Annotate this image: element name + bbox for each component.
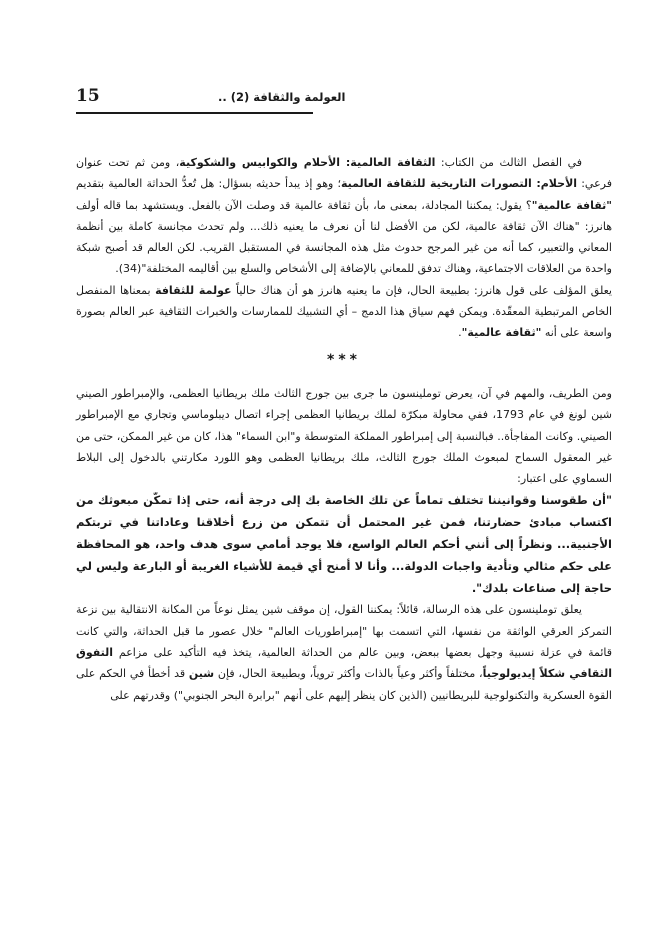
para1-bold-chapter-title: الثقافة العالمية: الأحلام والكوابيس والشكوكية xyxy=(179,156,436,169)
para1-bold-global-culture: "ثقافة عالمية" xyxy=(531,198,612,212)
para4-text-3: قد أخطأ في الحكم على القوة العسكرية والتكنولوجية للبريطانيين (الذين كان ينظر إليهم على أنهم "برابرة البحر الجنوبي") وقدرتهم على xyxy=(76,667,612,702)
page-number: 15 xyxy=(76,86,100,106)
section-separator: *** xyxy=(327,351,361,368)
header-rule xyxy=(76,112,313,114)
running-title: العولمة والثقافة (2) .. xyxy=(218,90,346,104)
paragraph-3: ومن الطريف، والمهم في آن، يعرض توملينسون ما جرى بين جورج الثالث ملك بريطانيا العظمى، والإمبراطور الصيني شين لونغ في عام 1793، ففي محاولة مبكرّة لملك بريطانيا العظمى إجراء اتصال ديبلوماسي وتجاري مع الإمبراطور الصيني. وكانت المفاجأة.. فبالنسبة إلى إمبراطور المملكة المتوسطة و"ابن السماء" هذا، كان من غير الممكن، حتى من غير المعقول السماح لمبعوث الملك جورج الثالث، ملك بريطانيا العظمى وهو اللورد مكارتني بالدخول إلى البلاط السماوي على اعتبار: xyxy=(76,386,612,486)
para2-bold-global-culture: "ثقافة عالمية" xyxy=(461,326,542,340)
para1-text-4: ؟ يقول: يمكننا المجادلة، بمعنى ما، بأن ثقافة عالمية قد وصلت الآن بالفعل. ويستشهد بما قاله أولف هانرز: "هناك الآن ثقافة عالمية، لكن من الأفضل لنا أن نعرف ما يعنيه ذلك... ولم تحدث مجانسة كاملة بين أنظمة المعاني والتعبير، كما أنه من غير المرجح حدوث مثل هذه المجانسة في المستقبل القريب. لكن العالم قد أصبح شبكة واحدة من العلاقات الاجتماعية، وهناك تدفق للمعاني بالإضافة إلى الأشخاص والسلع بين أقاليمه المختلفة"(34). xyxy=(76,198,612,276)
para2-text-1: يعلق المؤلف على قول هانرز: بطبيعة الحال، فإن ما يعنيه هانرز هو أن هناك حالياً xyxy=(231,283,612,297)
para1-text-3: ؛ وهو إذ يبدأ حديثه بسؤال: هل تُعدُّ الحداثة العالمية بتقديم xyxy=(76,177,342,191)
para4-bold-cultural-superiority: التفوق الثقافي شكلاً إيديولوجياً xyxy=(76,646,613,681)
paragraph-4 xyxy=(76,599,612,705)
para2-text-2: بمعناها المنفصل الخاص المرتبطية المعقّدة. ويمكن فهم سياق هذا الدمج – أي التشبيك للممارسات والخبرات الثقافية عبر العالم بصورة واسعة على أنه xyxy=(76,283,612,340)
para4-text-2: ، مختلفاً وأكثر وعياً بالذات وأكثر تروياً، وبطبيعة الحال، فإن xyxy=(214,667,483,681)
para1-text-2: ، ومن ثم تحت عنوان فرعي: xyxy=(76,156,612,191)
para1-text-1: في الفصل الثالث من الكتاب: xyxy=(435,156,582,169)
para4-bold-shin: شين xyxy=(188,667,215,681)
para4-text-1: يعلق توملينسون على هذه الرسالة، قائلاً: يمكننا القول، إن موقف شين يمثل نوعاً من المكانة الانتقالية بين نزعة التمركز العرقي الواثقة من نفسها، التي اتسمت بها "إمبراطوريات العالم" خلال عصور ما قبل الحداثة، والتي كانت قائمة في عزلة نسبية وجهل بعضها ببعض، وبين عالم من الحداثة العالمية، يتخذ فيه التأكيد على مزاعم xyxy=(76,603,612,660)
block-quote: "أن طقوسنا وقوانيننا تختلف تماماً عن تلك الخاصة بك إلى درجة أنه، حتى إذا تمكّن مبعوثك من اكتساب مبادئ حضارتنا، فمن غير المحتمل أن تتمكن من زرع أخلاقنا وعاداتنا في تربتكم الأجنبية... ونظراً إلى أنني أحكم العالم الواسع، فلا يوجد أمامي سوى هدف واحد، هو المحافظة على حكم مثالي وتأدية واجبات الدولة... وأنا لا أمنح أي قيمة للأشياء الغريبة أو البارعة وليس لي حاجة إلى صناعات بلدك". xyxy=(76,493,612,596)
para2-bold-globalization: عولمة للثقافة xyxy=(155,283,232,297)
paragraph-2 xyxy=(76,280,612,344)
page-body xyxy=(76,152,612,706)
page-header xyxy=(76,84,612,114)
paragraph-1 xyxy=(76,152,612,280)
para1-bold-subtitle: الأحلام: التصورات التاريخية للثقافة العالمية xyxy=(341,177,578,191)
para2-text-3: . xyxy=(458,326,462,340)
